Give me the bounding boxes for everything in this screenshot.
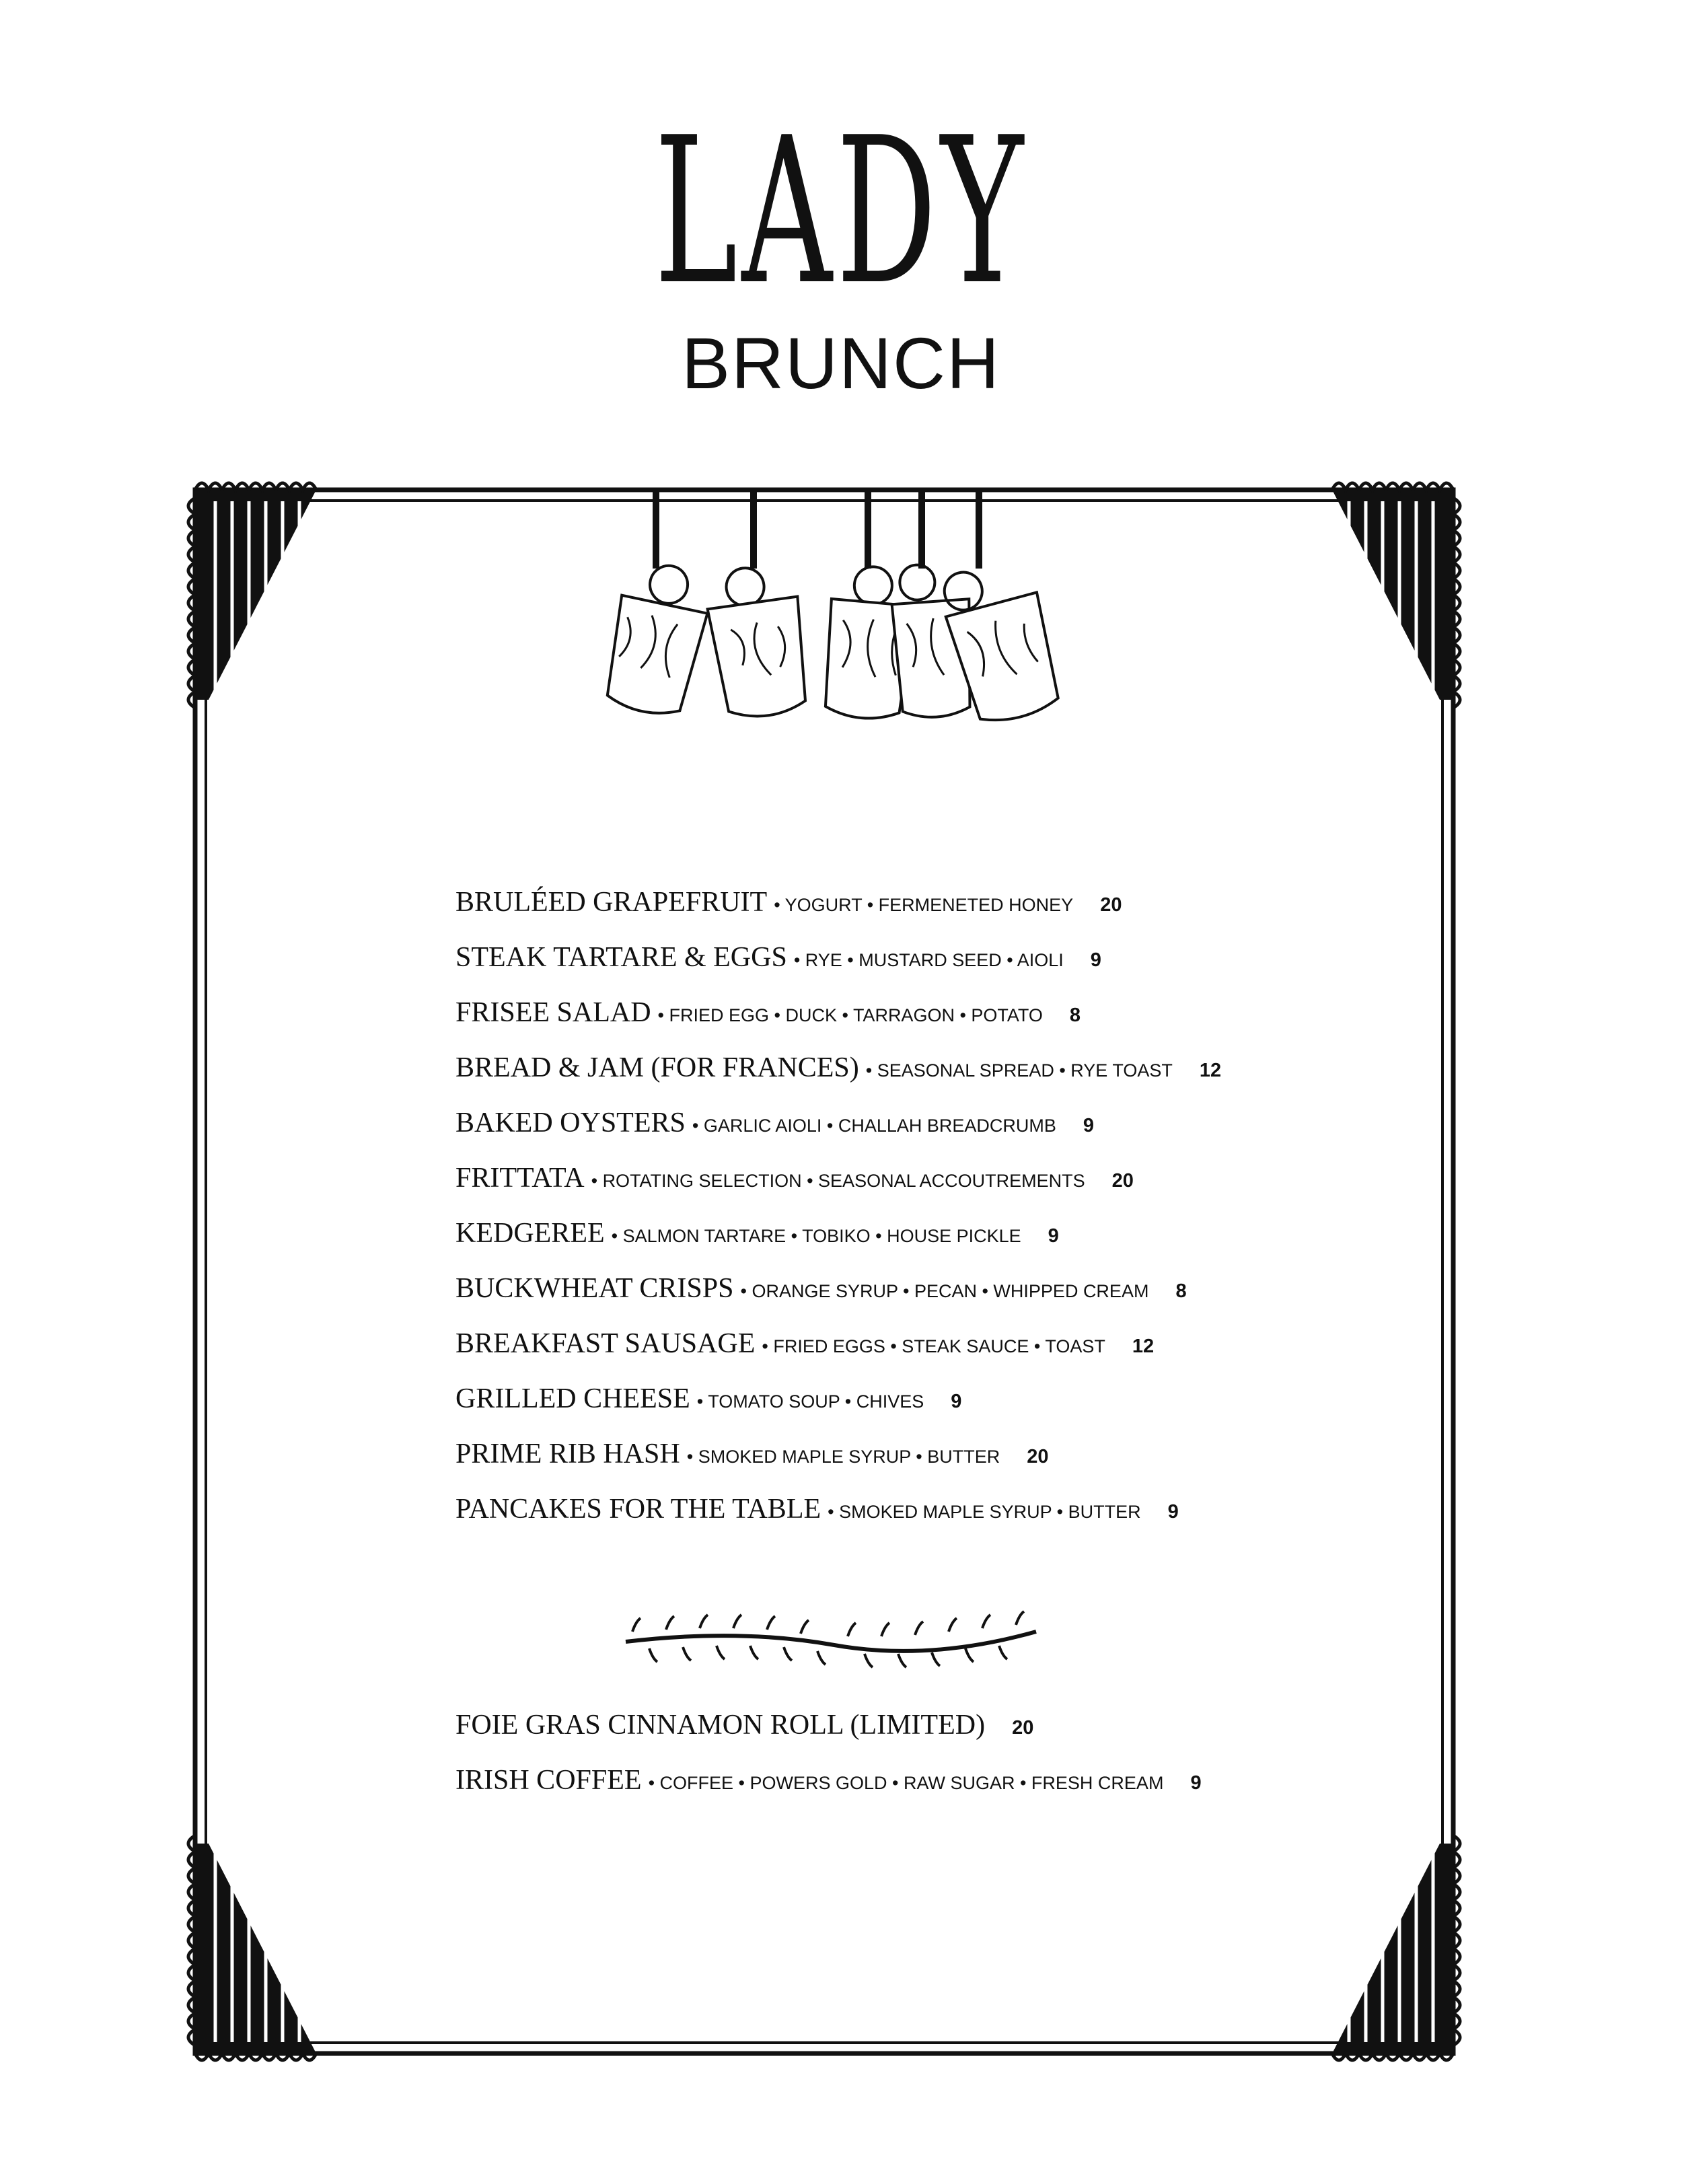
menu-item-name: BREAKFAST SAUSAGE bbox=[455, 1328, 756, 1359]
menu-item bbox=[455, 875, 1465, 930]
menu-item-price: 9 bbox=[1048, 1225, 1059, 1247]
menu-item-price: 8 bbox=[1175, 1280, 1187, 1302]
menu-item-name: GRILLED CHEESE bbox=[455, 1383, 690, 1414]
menu-list bbox=[455, 875, 1465, 1537]
corner-top-right-icon bbox=[1332, 483, 1460, 708]
menu-item-description: • SMOKED MAPLE SYRUP • BUTTER bbox=[828, 1502, 1141, 1522]
menu-item-description: • FRIED EGGS • STEAK SAUCE • TOAST bbox=[762, 1336, 1105, 1356]
menu-item-description: • SMOKED MAPLE SYRUP • BUTTER bbox=[686, 1447, 1000, 1467]
menu-item-description: • ROTATING SELECTION • SEASONAL ACCOUTREMENTS bbox=[591, 1171, 1085, 1191]
menu-item-price: 9 bbox=[1083, 1115, 1095, 1136]
menu-item-name: IRISH COFFEE bbox=[455, 1765, 642, 1796]
menu-extras-list bbox=[455, 1698, 1465, 1808]
menu-item-description: • RYE • MUSTARD SEED • AIOLI bbox=[793, 950, 1064, 970]
menu-item-description: • SEASONAL SPREAD • RYE TOAST bbox=[865, 1060, 1173, 1081]
menu-item-price: 9 bbox=[1190, 1772, 1202, 1794]
menu-item-description: • GARLIC AIOLI • CHALLAH BREADCRUMB bbox=[692, 1116, 1056, 1136]
corner-top-left-icon bbox=[188, 483, 316, 708]
menu-item-name: FOIE GRAS CINNAMON ROLL (LIMITED) bbox=[455, 1710, 986, 1741]
menu-item-name: BRULÉED GRAPEFRUIT bbox=[455, 887, 768, 918]
menu-item bbox=[455, 1371, 1465, 1426]
menu-item-description: • FRIED EGG • DUCK • TARRAGON • POTATO bbox=[657, 1005, 1043, 1025]
menu-item bbox=[455, 1426, 1465, 1482]
menu-item-name: PANCAKES FOR THE TABLE bbox=[455, 1494, 821, 1525]
teacups-icon bbox=[599, 491, 1066, 729]
menu-item bbox=[455, 1753, 1465, 1808]
menu-item-name: PRIME RIB HASH bbox=[455, 1439, 680, 1469]
corner-bottom-left-icon bbox=[188, 1835, 316, 2060]
vine-divider-icon bbox=[626, 1611, 1036, 1667]
menu-item bbox=[455, 1316, 1465, 1371]
menu-item bbox=[455, 1095, 1465, 1151]
menu-item bbox=[455, 1482, 1465, 1537]
menu-item-description: • TOMATO SOUP • CHIVES bbox=[696, 1391, 924, 1412]
menu-item-price: 9 bbox=[951, 1391, 962, 1412]
menu-item-price: 8 bbox=[1069, 1005, 1081, 1026]
menu-item-name: FRISEE SALAD bbox=[455, 997, 651, 1028]
menu-item-price: 20 bbox=[1012, 1717, 1034, 1739]
page-subtitle: BRUNCH bbox=[681, 322, 1000, 404]
menu-item-name: BAKED OYSTERS bbox=[455, 1107, 686, 1138]
corner-bottom-right-icon bbox=[1332, 1835, 1460, 2060]
menu-item-name: BREAD & JAM (FOR FRANCES) bbox=[455, 1052, 859, 1083]
menu-item-price: 20 bbox=[1111, 1170, 1134, 1192]
menu-item bbox=[455, 1698, 1465, 1753]
menu-item-price: 20 bbox=[1027, 1446, 1049, 1467]
menu-item bbox=[455, 1206, 1465, 1261]
menu-item bbox=[455, 930, 1465, 985]
menu-item-name: BUCKWHEAT CRISPS bbox=[455, 1273, 734, 1304]
menu-item bbox=[455, 1261, 1465, 1316]
menu-item-description: • COFFEE • POWERS GOLD • RAW SUGAR • FRESH CREAM bbox=[648, 1773, 1164, 1793]
menu-item-price: 12 bbox=[1132, 1336, 1155, 1357]
menu-item-price: 9 bbox=[1090, 949, 1101, 971]
menu-item-description: • ORANGE SYRUP • PECAN • WHIPPED CREAM bbox=[740, 1281, 1149, 1301]
menu-item-name: STEAK TARTARE & EGGS bbox=[455, 942, 787, 973]
menu-item-name: FRITTATA bbox=[455, 1163, 585, 1194]
menu-item-price: 12 bbox=[1199, 1060, 1222, 1081]
menu-item bbox=[455, 1040, 1465, 1095]
menu-item-description: • YOGURT • FERMENETED HONEY bbox=[774, 895, 1074, 915]
menu-item-price: 20 bbox=[1100, 894, 1122, 916]
page-title: LADY bbox=[654, 94, 1028, 329]
menu-item-name: KEDGEREE bbox=[455, 1218, 605, 1249]
menu-item bbox=[455, 985, 1465, 1040]
menu-item-description: • SALMON TARTARE • TOBIKO • HOUSE PICKLE bbox=[611, 1226, 1021, 1246]
menu-item-price: 9 bbox=[1167, 1501, 1179, 1523]
menu-item bbox=[455, 1151, 1465, 1206]
